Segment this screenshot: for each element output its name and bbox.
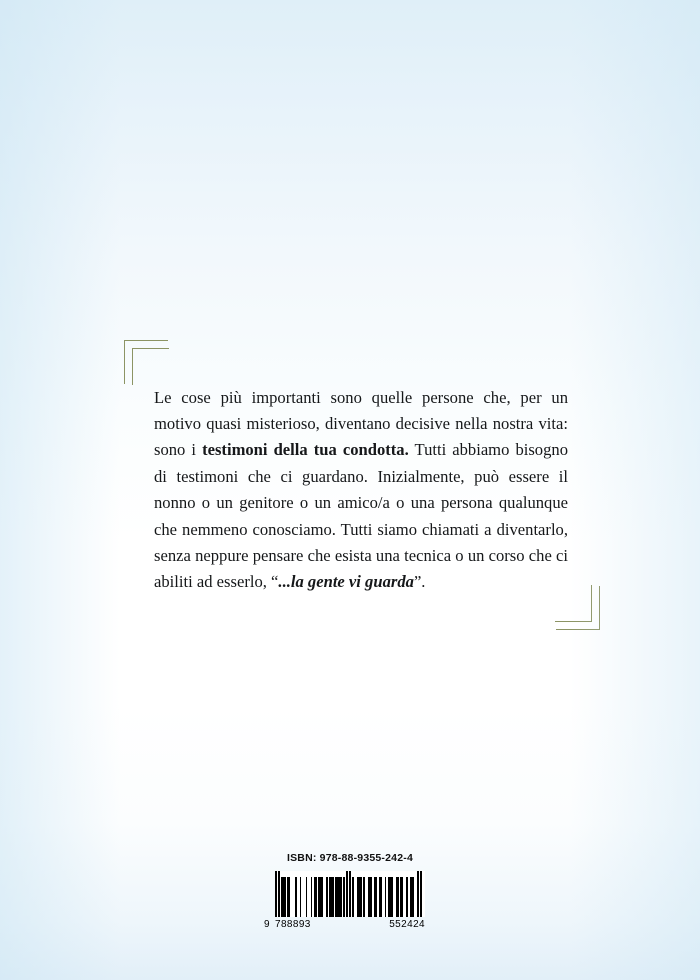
quote-text-bold-1: testimoni della tua condotta.	[202, 440, 409, 460]
isbn-label: ISBN: 978-88-9355-242-4	[286, 852, 413, 864]
quote-paragraph	[154, 385, 568, 596]
barcode-lead-digit: 9	[264, 919, 270, 930]
barcode	[264, 871, 425, 930]
quote-text-part-3: ”.	[413, 572, 426, 592]
isbn-area	[0, 852, 700, 932]
barcode-digits	[275, 919, 425, 930]
barcode-group-right: 552424	[389, 919, 425, 930]
barcode-group-left: 788893	[275, 919, 311, 930]
corner-bracket-top-left-icon	[124, 340, 168, 384]
barcode-bars	[275, 871, 425, 917]
quote-text-part-2: Tutti abbiamo bisogno di testimoni che ci guardano. Inizialmente, può essere il nonno o un genitore o un amico/a o una persona qualunque che nemmeno conosciamo. Tutti siamo chiamati a diventarlo, senza neppure pensare che esista una tecnica o un corso che ci abiliti ad esserlo, “	[154, 440, 568, 592]
corner-bracket-top-left-inner-icon	[132, 348, 169, 385]
quote-text-bold-italic: ...la gente vi guarda	[278, 572, 414, 592]
quote-block	[124, 340, 576, 630]
quote-text-part-1: Le cose più importanti sono quelle persone che, per un motivo quasi misterioso, diventano decisive nella nostra vita: sono i	[154, 387, 568, 460]
